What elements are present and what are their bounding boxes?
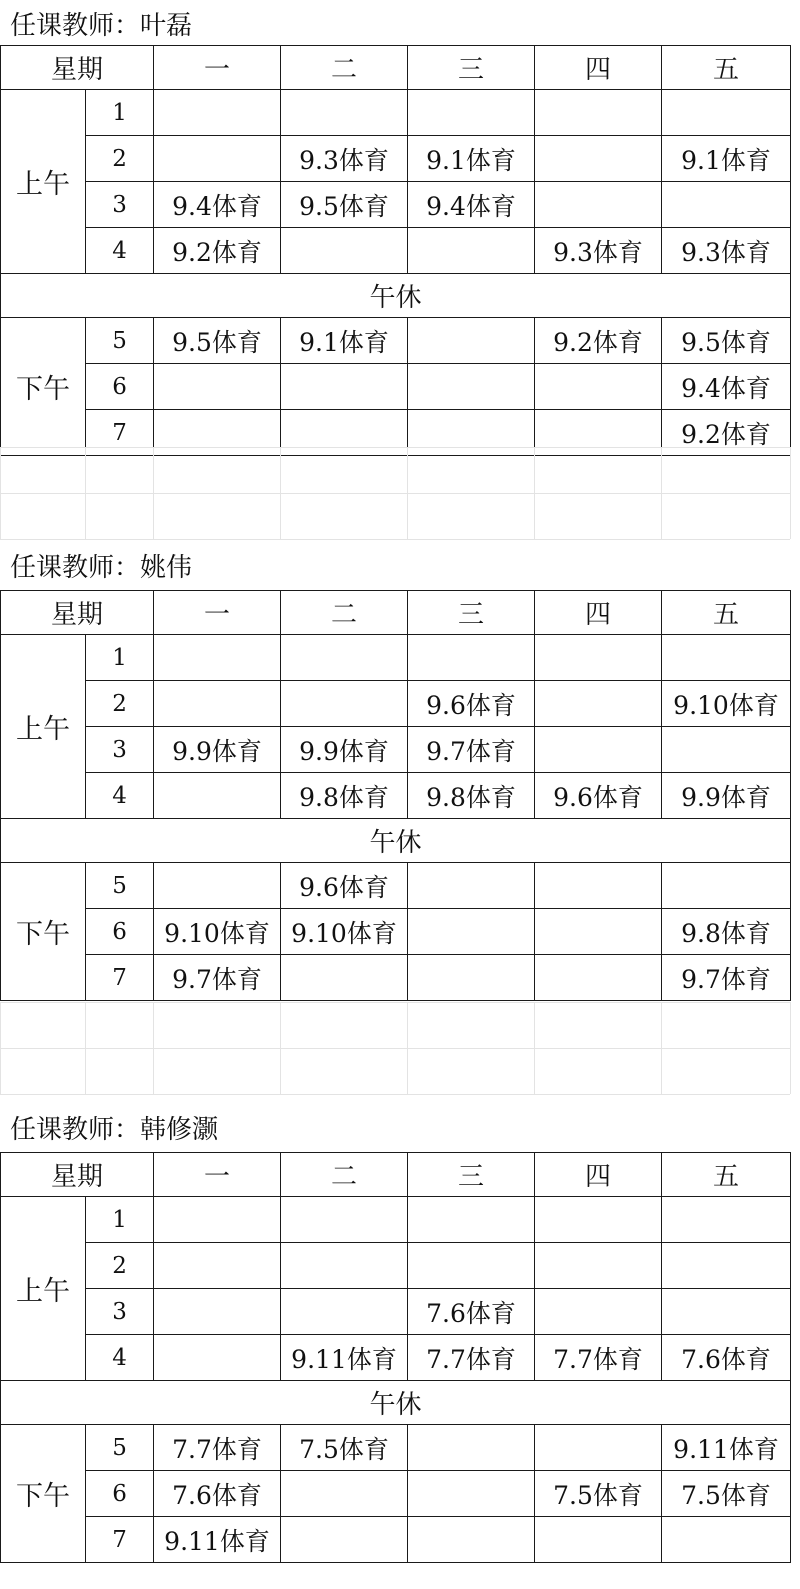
- period-row: [1, 136, 791, 182]
- class-cell[interactable]: 9.7体育: [662, 955, 791, 1001]
- class-cell[interactable]: [281, 1243, 408, 1289]
- period-row: [1, 681, 791, 727]
- teacher-label: 任课教师：: [10, 1115, 141, 1145]
- period-row: [1, 635, 791, 681]
- teacher-title: [10, 11, 192, 41]
- session-afternoon: 下午: [1, 1425, 86, 1563]
- period-number: 1: [86, 1197, 154, 1243]
- period-number: 3: [86, 1289, 154, 1335]
- day-header: 五: [662, 46, 791, 90]
- class-cell[interactable]: [281, 1289, 408, 1335]
- class-cell[interactable]: [662, 90, 791, 136]
- timetable: [0, 1152, 791, 1563]
- teacher-name: 叶磊: [140, 11, 193, 41]
- class-cell[interactable]: 9.8体育: [408, 773, 535, 819]
- class-cell[interactable]: 9.3体育: [662, 228, 791, 274]
- period-row: [1, 364, 791, 410]
- period-row: [1, 1289, 791, 1335]
- class-cell[interactable]: [535, 863, 662, 909]
- period-number: 6: [86, 909, 154, 955]
- day-header: 四: [535, 1153, 662, 1197]
- day-header: 四: [535, 591, 662, 635]
- class-cell[interactable]: [662, 182, 791, 228]
- class-cell[interactable]: [281, 364, 408, 410]
- class-cell[interactable]: 9.6体育: [281, 863, 408, 909]
- class-cell[interactable]: 9.3体育: [281, 136, 408, 182]
- day-header: 五: [662, 1153, 791, 1197]
- class-cell[interactable]: 9.5体育: [281, 182, 408, 228]
- class-cell[interactable]: [154, 1335, 281, 1381]
- noon-break-label: 午休: [1, 1381, 791, 1425]
- period-row: [1, 863, 791, 909]
- class-cell[interactable]: 7.7体育: [535, 1335, 662, 1381]
- class-cell[interactable]: 9.2体育: [662, 410, 791, 456]
- period-row: [1, 773, 791, 819]
- session-afternoon: 下午: [1, 318, 86, 456]
- class-cell[interactable]: 9.7体育: [408, 727, 535, 773]
- class-cell[interactable]: 9.10体育: [662, 681, 791, 727]
- class-cell[interactable]: [662, 1243, 791, 1289]
- class-cell[interactable]: [408, 1243, 535, 1289]
- class-cell[interactable]: 9.8体育: [281, 773, 408, 819]
- class-cell[interactable]: 9.4体育: [154, 182, 281, 228]
- period-number: 4: [86, 773, 154, 819]
- class-cell[interactable]: [281, 90, 408, 136]
- class-cell[interactable]: [535, 909, 662, 955]
- noon-break-row: [1, 274, 791, 318]
- class-cell[interactable]: [408, 318, 535, 364]
- class-cell[interactable]: [154, 635, 281, 681]
- period-number: 4: [86, 228, 154, 274]
- class-cell[interactable]: [281, 681, 408, 727]
- class-cell[interactable]: [535, 1425, 662, 1471]
- teacher-label: 任课教师：: [10, 553, 141, 583]
- day-header: 三: [408, 591, 535, 635]
- class-cell[interactable]: 9.1体育: [662, 136, 791, 182]
- period-row: [1, 1425, 791, 1471]
- class-cell[interactable]: 9.1体育: [408, 136, 535, 182]
- class-cell[interactable]: 7.6体育: [662, 1335, 791, 1381]
- class-cell[interactable]: [281, 1197, 408, 1243]
- class-cell[interactable]: [408, 364, 535, 410]
- class-cell[interactable]: [281, 1471, 408, 1517]
- noon-break-label: 午休: [1, 819, 791, 863]
- header-row: [1, 1153, 791, 1197]
- class-cell[interactable]: [154, 90, 281, 136]
- class-cell[interactable]: [408, 955, 535, 1001]
- session-afternoon: 下午: [1, 863, 86, 1001]
- period-number: 2: [86, 1243, 154, 1289]
- period-row: [1, 727, 791, 773]
- period-row: [1, 90, 791, 136]
- period-number: 6: [86, 1471, 154, 1517]
- class-cell[interactable]: [535, 364, 662, 410]
- class-cell[interactable]: 9.10体育: [154, 909, 281, 955]
- day-header: 三: [408, 46, 535, 90]
- session-morning: 上午: [1, 90, 86, 274]
- session-morning: 上午: [1, 635, 86, 819]
- class-cell[interactable]: [281, 228, 408, 274]
- weekday-header: 星期: [1, 1153, 154, 1197]
- class-cell[interactable]: [154, 1243, 281, 1289]
- day-header: 四: [535, 46, 662, 90]
- class-cell[interactable]: 9.10体育: [281, 909, 408, 955]
- class-cell[interactable]: 9.6体育: [535, 773, 662, 819]
- class-cell[interactable]: [535, 681, 662, 727]
- class-cell[interactable]: 9.3体育: [535, 228, 662, 274]
- class-cell[interactable]: [408, 909, 535, 955]
- period-number: 1: [86, 90, 154, 136]
- header-row: [1, 591, 791, 635]
- class-cell[interactable]: [154, 863, 281, 909]
- class-cell[interactable]: 7.7体育: [154, 1425, 281, 1471]
- period-number: 3: [86, 182, 154, 228]
- period-number: 2: [86, 681, 154, 727]
- period-number: 4: [86, 1335, 154, 1381]
- period-number: 5: [86, 318, 154, 364]
- class-cell[interactable]: 9.5体育: [662, 318, 791, 364]
- period-number: 3: [86, 727, 154, 773]
- class-cell[interactable]: [662, 727, 791, 773]
- class-cell[interactable]: 9.6体育: [408, 681, 535, 727]
- period-row: [1, 1243, 791, 1289]
- class-cell[interactable]: [154, 1197, 281, 1243]
- class-cell[interactable]: [535, 90, 662, 136]
- teacher-title: [10, 553, 192, 583]
- period-number: 6: [86, 364, 154, 410]
- class-cell[interactable]: [535, 1243, 662, 1289]
- class-cell[interactable]: 9.8体育: [662, 909, 791, 955]
- class-cell[interactable]: [408, 228, 535, 274]
- class-cell[interactable]: [662, 635, 791, 681]
- class-cell[interactable]: 7.5体育: [535, 1471, 662, 1517]
- spreadsheet-gridlines: [0, 1002, 790, 1094]
- period-row: [1, 955, 791, 1001]
- class-cell[interactable]: [154, 136, 281, 182]
- day-header: 二: [281, 46, 408, 90]
- class-cell[interactable]: 7.5体育: [662, 1471, 791, 1517]
- teacher-title: [10, 1115, 218, 1145]
- class-cell[interactable]: [535, 955, 662, 1001]
- day-header: 五: [662, 591, 791, 635]
- class-cell[interactable]: 9.9体育: [154, 727, 281, 773]
- teacher-name: 姚伟: [140, 553, 193, 583]
- class-cell[interactable]: [535, 1517, 662, 1563]
- class-cell[interactable]: [408, 1425, 535, 1471]
- day-header: 一: [154, 46, 281, 90]
- weekday-header: 星期: [1, 591, 154, 635]
- noon-break-row: [1, 819, 791, 863]
- teacher-label: 任课教师：: [10, 11, 141, 41]
- class-cell[interactable]: [408, 1197, 535, 1243]
- period-row: [1, 318, 791, 364]
- class-cell[interactable]: 9.11体育: [662, 1425, 791, 1471]
- session-morning: 上午: [1, 1197, 86, 1381]
- period-number: 2: [86, 136, 154, 182]
- day-header: 三: [408, 1153, 535, 1197]
- class-cell[interactable]: [154, 1289, 281, 1335]
- period-number: 1: [86, 635, 154, 681]
- period-number: 5: [86, 1425, 154, 1471]
- timetable: [0, 590, 791, 1001]
- class-cell[interactable]: [408, 1471, 535, 1517]
- class-cell[interactable]: [281, 955, 408, 1001]
- class-cell[interactable]: 9.4体育: [408, 182, 535, 228]
- class-cell[interactable]: [408, 863, 535, 909]
- class-cell[interactable]: [535, 727, 662, 773]
- class-cell[interactable]: [535, 1197, 662, 1243]
- class-cell[interactable]: 9.4体育: [662, 364, 791, 410]
- period-row: [1, 1335, 791, 1381]
- class-cell[interactable]: [154, 681, 281, 727]
- period-row: [1, 1471, 791, 1517]
- class-cell[interactable]: [662, 1289, 791, 1335]
- timetable: [0, 45, 791, 456]
- class-cell[interactable]: 7.6体育: [408, 1289, 535, 1335]
- class-cell[interactable]: [408, 90, 535, 136]
- day-header: 二: [281, 591, 408, 635]
- class-cell[interactable]: [662, 1517, 791, 1563]
- class-cell[interactable]: [281, 1517, 408, 1563]
- spreadsheet-gridlines: [0, 447, 790, 539]
- class-cell[interactable]: 9.5体育: [154, 318, 281, 364]
- period-number: 7: [86, 410, 154, 456]
- class-cell[interactable]: 9.9体育: [281, 727, 408, 773]
- class-cell[interactable]: [154, 364, 281, 410]
- class-cell[interactable]: [535, 182, 662, 228]
- class-cell[interactable]: 9.11体育: [281, 1335, 408, 1381]
- period-row: [1, 182, 791, 228]
- weekday-header: 星期: [1, 46, 154, 90]
- class-cell[interactable]: 7.6体育: [154, 1471, 281, 1517]
- class-cell[interactable]: [154, 773, 281, 819]
- class-cell[interactable]: [662, 1197, 791, 1243]
- class-cell[interactable]: [408, 635, 535, 681]
- header-row: [1, 46, 791, 90]
- noon-break-row: [1, 1381, 791, 1425]
- class-cell[interactable]: 7.5体育: [281, 1425, 408, 1471]
- class-cell[interactable]: [662, 863, 791, 909]
- period-number: 7: [86, 955, 154, 1001]
- day-header: 一: [154, 591, 281, 635]
- day-header: 一: [154, 1153, 281, 1197]
- period-row: [1, 1517, 791, 1563]
- class-cell[interactable]: [535, 1289, 662, 1335]
- class-cell[interactable]: [535, 635, 662, 681]
- period-row: [1, 1197, 791, 1243]
- class-cell[interactable]: 9.7体育: [154, 955, 281, 1001]
- period-number: 5: [86, 863, 154, 909]
- class-cell[interactable]: [408, 1517, 535, 1563]
- class-cell[interactable]: [535, 136, 662, 182]
- period-number: 7: [86, 1517, 154, 1563]
- noon-break-label: 午休: [1, 274, 791, 318]
- period-row: [1, 909, 791, 955]
- period-row: [1, 228, 791, 274]
- class-cell[interactable]: 9.1体育: [281, 318, 408, 364]
- class-cell[interactable]: 7.7体育: [408, 1335, 535, 1381]
- class-cell[interactable]: 9.9体育: [662, 773, 791, 819]
- class-cell[interactable]: 9.11体育: [154, 1517, 281, 1563]
- teacher-name: 韩修灏: [140, 1115, 219, 1145]
- class-cell[interactable]: 9.2体育: [535, 318, 662, 364]
- class-cell[interactable]: [281, 635, 408, 681]
- class-cell[interactable]: 9.2体育: [154, 228, 281, 274]
- day-header: 二: [281, 1153, 408, 1197]
